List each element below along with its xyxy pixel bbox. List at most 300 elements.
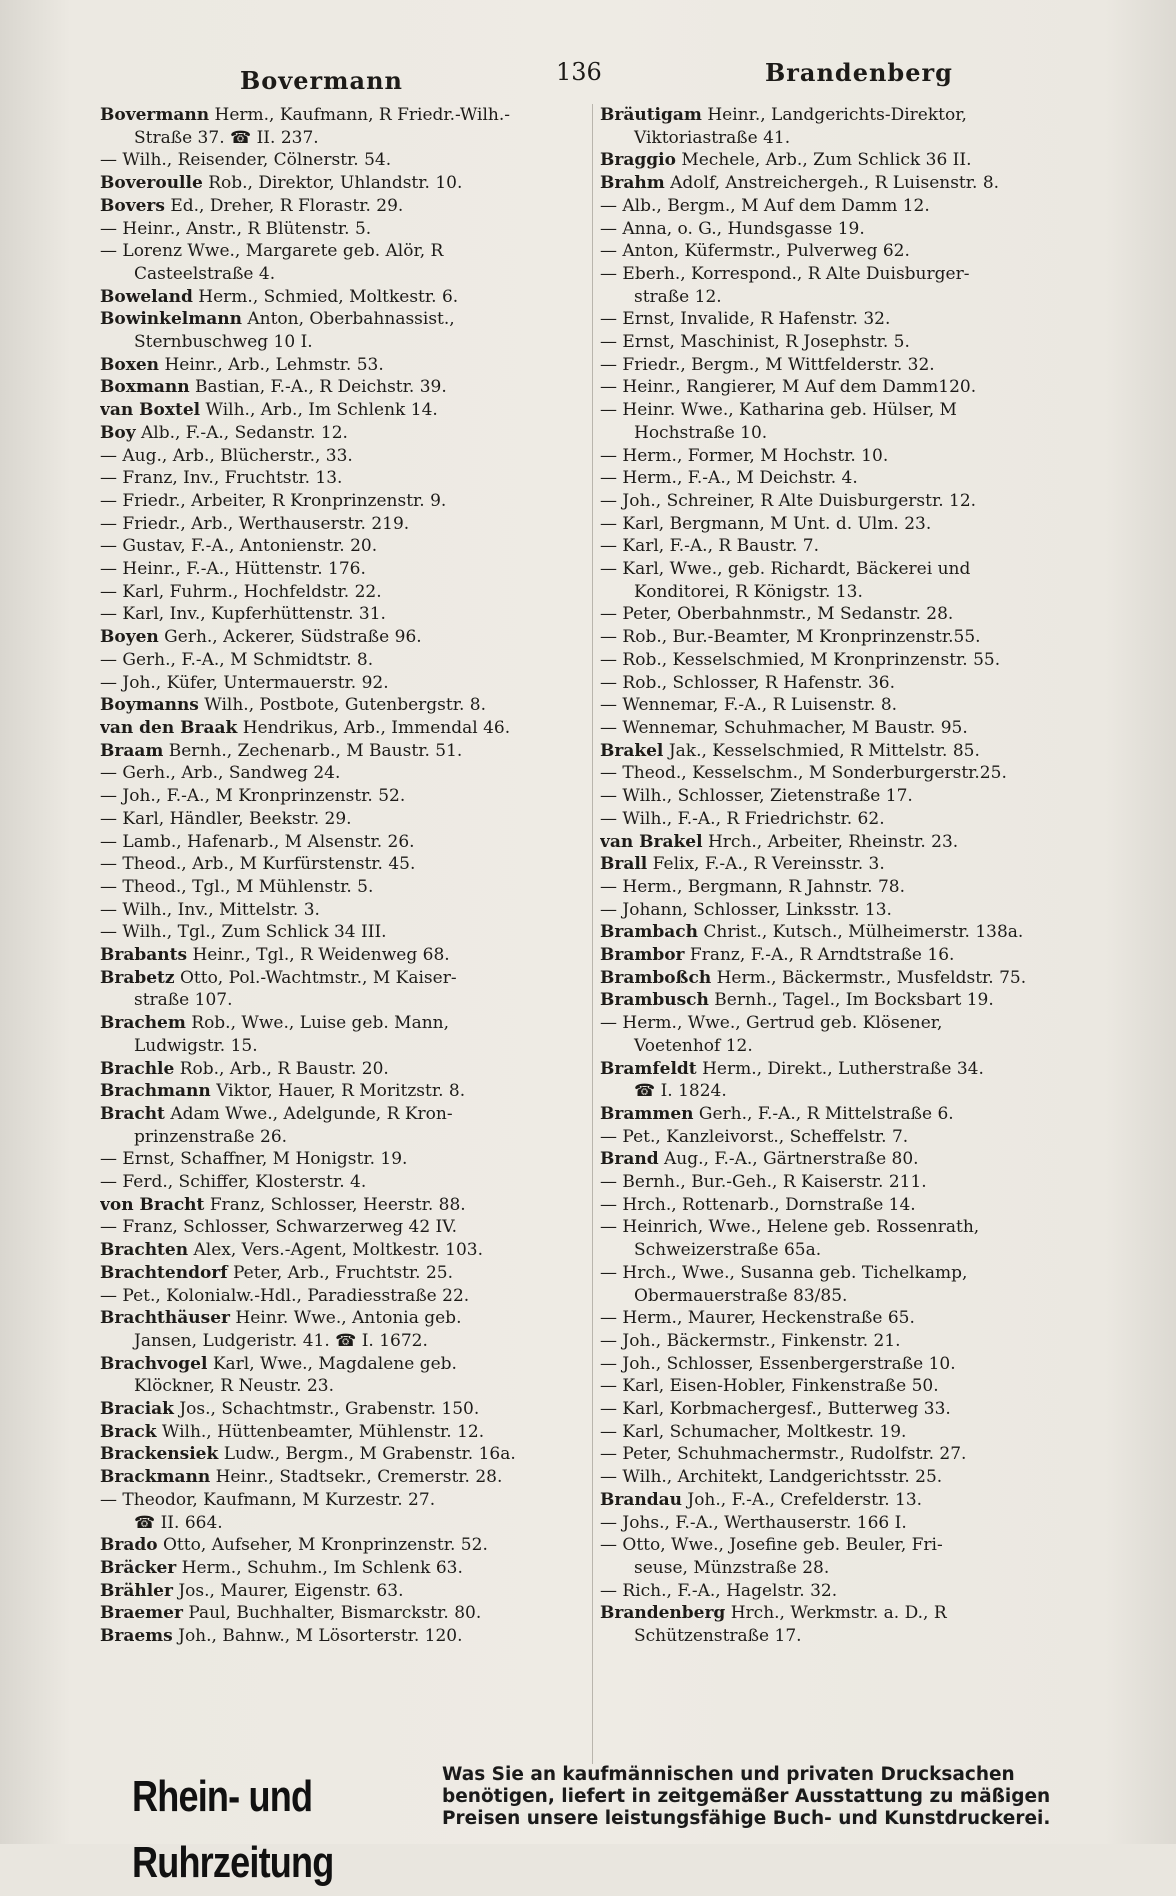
entry-details: Herm., Direkt., Lutherstraße 34.: [702, 1058, 984, 1079]
directory-entry: [600, 1443, 1120, 1466]
directory-entry: [100, 286, 586, 309]
directory-entry: [600, 422, 1120, 445]
directory-entry: [100, 1058, 586, 1081]
entry-details: — Peter, Schuhmachermstr., Rudolfstr. 27.: [600, 1444, 967, 1465]
entry-details: — Rich., F.-A., Hagelstr. 32.: [600, 1580, 838, 1601]
entry-details: Aug., F.-A., Gärtnerstraße 80.: [664, 1149, 919, 1170]
entry-details: — Heinr., Rangierer, M Auf dem Damm120.: [600, 377, 977, 398]
directory-entry: [600, 286, 1120, 309]
entry-details: — Karl, F.-A., R Baustr. 7.: [600, 536, 820, 557]
directory-entry: [100, 1080, 586, 1103]
entry-surname: Brakel: [600, 740, 664, 761]
directory-entry: [600, 785, 1120, 808]
entry-details: Rob., Direktor, Uhlandstr. 10.: [208, 173, 463, 194]
entry-details: — Karl, Bergmann, M Unt. d. Ulm. 23.: [600, 513, 932, 534]
directory-entry: [100, 1148, 586, 1171]
directory-entry: [100, 513, 586, 536]
entry-details: — Gerh., Arb., Sandweg 24.: [100, 763, 341, 784]
directory-entry: [600, 1035, 1120, 1058]
newspaper-brand: Rhein- und Ruhrzeitung: [132, 1772, 334, 1887]
directory-entry: [600, 376, 1120, 399]
entry-details: Joh., Bahnw., M Lösorterstr. 120.: [178, 1626, 463, 1647]
entry-details: Obermauerstraße 83/85.: [634, 1285, 848, 1306]
directory-entry: [600, 581, 1120, 604]
entry-details: — Friedr., Arbeiter, R Kronprinzenstr. 9.: [100, 490, 447, 511]
entry-details: — Karl, Schumacher, Moltkestr. 19.: [600, 1421, 907, 1442]
entry-details: Herm., Schuhm., Im Schlenk 63.: [181, 1558, 463, 1578]
directory-entry: [100, 354, 586, 377]
directory-entry: [100, 603, 586, 626]
entry-surname: Brado: [100, 1535, 158, 1556]
entry-details: — Joh., Schreiner, R Alte Duisburgerstr. 12.: [600, 490, 977, 511]
directory-entry: [100, 1126, 586, 1149]
advertisement-footer: [132, 1764, 1152, 1887]
entry-surname: Braemer: [100, 1603, 183, 1624]
entry-details: — Peter, Oberbahnmstr., M Sedanstr. 28.: [600, 604, 954, 625]
directory-entry: [600, 1353, 1120, 1376]
entry-details: — Herm., Maurer, Heckenstraße 65.: [600, 1308, 915, 1329]
directory-entry: [600, 195, 1120, 218]
directory-entry: [600, 445, 1120, 468]
directory-entry: [600, 1103, 1120, 1126]
directory-entry: [100, 422, 586, 445]
entry-details: Bernh., Zechenarb., M Baustr. 51.: [168, 740, 463, 761]
entry-surname: Bramboßch: [600, 967, 712, 988]
directory-entry: [600, 1285, 1120, 1308]
directory-entry: [100, 558, 586, 581]
entry-details: — Theod., Arb., M Kurfürstenstr. 45.: [100, 854, 416, 875]
directory-entry: [100, 785, 586, 808]
entry-surname: Brähler: [100, 1580, 173, 1601]
advertisement-text: [442, 1764, 1162, 1830]
directory-entry: [600, 354, 1120, 377]
entry-surname: Braems: [100, 1626, 173, 1647]
entry-details: — Theod., Tgl., M Mühlenstr. 5.: [100, 876, 374, 897]
entry-details: — Gustav, F.-A., Antonienstr. 20.: [100, 536, 378, 557]
entry-details: Felix, F.-A., R Vereinsstr. 3.: [652, 854, 885, 875]
directory-entry: [600, 808, 1120, 831]
directory-entry: [600, 104, 1120, 127]
entry-surname: Bowinkelmann: [100, 309, 242, 330]
directory-entry: [600, 876, 1120, 899]
entry-details: Wilh., Postbote, Gutenbergstr. 8.: [204, 695, 487, 716]
directory-entry: [600, 218, 1120, 241]
entry-details: Heinr., Stadtsekr., Cremerstr. 28.: [215, 1467, 503, 1488]
entry-surname: Boyen: [100, 627, 159, 648]
directory-entry: [100, 1375, 586, 1398]
entry-surname: van Boxtel: [100, 400, 201, 421]
column-divider: [592, 104, 593, 1764]
directory-entry: [600, 1580, 1120, 1603]
directory-entry: [100, 1330, 586, 1353]
directory-entry: [100, 172, 586, 195]
directory-entry: [100, 127, 586, 150]
directory-entry: [100, 240, 586, 263]
entry-details: Alex, Vers.-Agent, Moltkestr. 103.: [193, 1240, 483, 1261]
entry-details: — Theodor, Kaufmann, M Kurzestr. 27.: [100, 1489, 436, 1510]
directory-entry: [600, 172, 1120, 195]
directory-entry: [100, 694, 586, 717]
directory-entry: [100, 195, 586, 218]
entry-details: Schweizerstraße 65a.: [634, 1240, 822, 1261]
directory-entry: [600, 967, 1120, 990]
entry-surname: Boymanns: [100, 695, 199, 716]
entry-surname: Brackensiek: [100, 1444, 219, 1465]
directory-entry: [100, 1443, 586, 1466]
entry-details: Rob., Arb., R Baustr. 20.: [179, 1058, 389, 1079]
entry-surname: Brahm: [600, 173, 665, 194]
right-column: [600, 104, 1120, 1772]
entry-details: — Karl, Wwe., geb. Richardt, Bäckerei und: [600, 559, 971, 580]
entry-surname: Brall: [600, 854, 648, 875]
directory-entry: [100, 535, 586, 558]
entry-details: — Joh., Bäckermstr., Finkenstr. 21.: [600, 1330, 901, 1351]
directory-entry: [600, 149, 1120, 172]
directory-entry: [100, 717, 586, 740]
directory-entry: [600, 1216, 1120, 1239]
entry-surname: Brachthäuser: [100, 1308, 230, 1329]
directory-entry: [100, 104, 586, 127]
entry-details: straße 107.: [134, 990, 233, 1011]
directory-entry: [100, 331, 586, 354]
entry-details: Bernh., Tagel., Im Bocksbart 19.: [714, 990, 994, 1011]
directory-entry: [600, 399, 1120, 422]
entry-details: — Johs., F.-A., Werthauserstr. 166 I.: [600, 1512, 907, 1533]
entry-details: — Aug., Arb., Blücherstr., 33.: [100, 445, 353, 466]
directory-entry: [600, 1126, 1120, 1149]
directory-entry: [600, 649, 1120, 672]
entry-details: Mechele, Arb., Zum Schlick 36 II.: [681, 150, 972, 171]
entry-surname: von Bracht: [100, 1194, 205, 1215]
directory-entry: [600, 467, 1120, 490]
entry-surname: Brand: [600, 1149, 659, 1170]
entry-details: — Anna, o. G., Hundsgasse 19.: [600, 218, 865, 239]
directory-entry: [600, 1512, 1120, 1535]
directory-entry: [600, 535, 1120, 558]
entry-surname: van Brakel: [600, 831, 703, 852]
directory-entry: [600, 1171, 1120, 1194]
directory-entry: [600, 603, 1120, 626]
directory-entry: [600, 1602, 1120, 1625]
entry-details: — Lamb., Hafenarb., M Alsenstr. 26.: [100, 831, 415, 852]
directory-entry: [100, 1103, 586, 1126]
directory-entry: [600, 1080, 1120, 1103]
entry-surname: Bracht: [100, 1103, 165, 1124]
entry-details: Konditorei, R Königstr. 13.: [634, 581, 863, 602]
entry-details: — Joh., F.-A., M Kronprinzenstr. 52.: [100, 786, 406, 807]
entry-details: Casteelstraße 4.: [134, 263, 276, 284]
entry-details: Adam Wwe., Adelgunde, R Kron-: [170, 1103, 453, 1124]
entry-surname: Brammen: [600, 1103, 694, 1124]
directory-entry: [100, 1421, 586, 1444]
directory-entry: [600, 1262, 1120, 1285]
directory-entry: [600, 331, 1120, 354]
ad-line: Preisen unsere leistungsfähige Buch- und Kunstdruckerei.: [442, 1808, 1051, 1829]
directory-entry: [600, 989, 1120, 1012]
entry-details: — Otto, Wwe., Josefine geb. Beuler, Fri-: [600, 1535, 943, 1556]
entry-details: — Ernst, Maschinist, R Josephstr. 5.: [600, 332, 910, 353]
directory-entry: [100, 899, 586, 922]
directory-entry: [600, 1148, 1120, 1171]
directory-entry: [600, 1012, 1120, 1035]
directory-entry: [100, 1035, 586, 1058]
entry-surname: Boweland: [100, 286, 193, 307]
entry-details: prinzenstraße 26.: [134, 1126, 288, 1147]
entry-surname: van den Braak: [100, 717, 238, 738]
entry-details: — Rob., Schlosser, R Hafenstr. 36.: [600, 672, 896, 693]
directory-entry: [100, 1580, 586, 1603]
directory-entry: [600, 1058, 1120, 1081]
ad-line: benötigen, liefert in zeitgemäßer Ausstattung zu mäßigen: [442, 1786, 1051, 1807]
directory-entry: [600, 899, 1120, 922]
entry-details: Sternbuschweg 10 I.: [134, 332, 313, 353]
directory-entry: [100, 1466, 586, 1489]
left-column: [100, 104, 586, 1772]
directory-entry: [100, 490, 586, 513]
directory-entry: [100, 1534, 586, 1557]
directory-entry: [100, 989, 586, 1012]
entry-details: straße 12.: [634, 286, 722, 307]
entry-details: Adolf, Anstreichergeh., R Luisenstr. 8.: [670, 173, 1000, 194]
directory-entry: [600, 263, 1120, 286]
directory-entry: [600, 490, 1120, 513]
entry-surname: Boveroulle: [100, 173, 203, 194]
entry-details: seuse, Münzstraße 28.: [634, 1558, 830, 1578]
directory-entry: [600, 944, 1120, 967]
entry-details: — Ernst, Invalide, R Hafenstr. 32.: [600, 309, 891, 330]
entry-details: — Johann, Schlosser, Linksstr. 13.: [600, 899, 892, 920]
directory-entry: [600, 717, 1120, 740]
entry-details: — Wilh., Tgl., Zum Schlick 34 III.: [100, 922, 387, 943]
entry-details: — Pet., Kolonialw.-Hdl., Paradiesstraße 22.: [100, 1285, 470, 1306]
entry-details: — Rob., Bur.-Beamter, M Kronprinzenstr.55.: [600, 627, 981, 648]
entry-details: — Karl, Fuhrm., Hochfeldstr. 22.: [100, 581, 382, 602]
entry-details: Viktor, Hauer, R Moritzstr. 8.: [216, 1081, 466, 1102]
entry-details: — Herm., Wwe., Gertrud geb. Klösener,: [600, 1013, 943, 1034]
directory-entry: [600, 513, 1120, 536]
directory-entry: [100, 876, 586, 899]
directory-entry: [100, 672, 586, 695]
directory-entry: [100, 944, 586, 967]
directory-entry: [600, 240, 1120, 263]
entry-details: — Joh., Küfer, Untermauerstr. 92.: [100, 672, 389, 693]
directory-entry: [100, 1239, 586, 1262]
entry-details: — Franz, Schlosser, Schwarzerweg 42 IV.: [100, 1217, 457, 1238]
directory-entry: [100, 1171, 586, 1194]
directory-entry: [100, 581, 586, 604]
entry-details: Otto, Pol.-Wachtmstr., M Kaiser-: [179, 967, 457, 988]
entry-surname: Boxmann: [100, 377, 190, 398]
directory-entry: [600, 127, 1120, 150]
directory-entry: [600, 626, 1120, 649]
entry-details: Peter, Arb., Fruchtstr. 25.: [232, 1262, 454, 1283]
entry-surname: Brachle: [100, 1058, 175, 1079]
page-header: [0, 58, 1176, 102]
entry-details: Hendrikus, Arb., Immendal 46.: [242, 717, 511, 738]
entry-details: Bastian, F.-A., R Deichstr. 39.: [194, 377, 447, 398]
entry-surname: Brandau: [600, 1489, 682, 1510]
entry-details: ☎ I. 1824.: [634, 1081, 727, 1102]
entry-details: ☎ II. 664.: [134, 1512, 223, 1533]
entry-surname: Brachten: [100, 1240, 189, 1261]
entry-surname: Bramfeldt: [600, 1058, 697, 1079]
entry-details: Schützenstraße 17.: [634, 1626, 802, 1647]
entry-details: — Hrch., Rottenarb., Dornstraße 14.: [600, 1194, 916, 1215]
entry-details: Herm., Bäckermstr., Musfeldstr. 75.: [716, 967, 1027, 988]
entry-details: Wilh., Hüttenbeamter, Mühlenstr. 12.: [161, 1421, 485, 1442]
entry-details: — Anton, Küfermstr., Pulverweg 62.: [600, 241, 910, 262]
entry-details: — Alb., Bergm., M Auf dem Damm 12.: [600, 195, 930, 216]
directory-entry: [600, 672, 1120, 695]
entry-details: Wilh., Arb., Im Schlenk 14.: [205, 400, 438, 421]
entry-details: Ed., Dreher, R Florastr. 29.: [170, 195, 404, 216]
entry-details: — Rob., Kesselschmied, M Kronprinzenstr. 55.: [600, 649, 1001, 670]
entry-details: — Eberh., Korrespond., R Alte Duisburger-: [600, 263, 970, 284]
entry-surname: Brachvogel: [100, 1353, 208, 1374]
entry-details: Jos., Maurer, Eigenstr. 63.: [178, 1580, 404, 1601]
entry-surname: Brambusch: [600, 990, 709, 1011]
entry-details: — Gerh., F.-A., M Schmidtstr. 8.: [100, 649, 374, 670]
entry-details: — Heinrich, Wwe., Helene geb. Rossenrath,: [600, 1217, 980, 1238]
entry-details: Joh., F.-A., Crefelderstr. 13.: [687, 1489, 923, 1510]
entry-details: Anton, Oberbahnassist.,: [247, 309, 455, 330]
entry-details: Jak., Kesselschmied, R Mittelstr. 85.: [668, 740, 980, 761]
entry-details: — Wilh., Schlosser, Zietenstraße 17.: [600, 786, 913, 807]
entry-details: Jos., Schachtmstr., Grabenstr. 150.: [179, 1399, 480, 1420]
directory-entry: [600, 762, 1120, 785]
directory-entry: [100, 649, 586, 672]
entry-details: Gerh., F.-A., R Mittelstraße 6.: [698, 1103, 954, 1124]
directory-entry: [100, 399, 586, 422]
entry-details: — Wennemar, F.-A., R Luisenstr. 8.: [600, 695, 898, 716]
entry-details: — Wilh., Inv., Mittelstr. 3.: [100, 899, 320, 920]
directory-entry: [600, 1307, 1120, 1330]
directory-entry: [100, 1602, 586, 1625]
directory-entry: [100, 1489, 586, 1512]
entry-surname: Braam: [100, 740, 164, 761]
directory-entry: [600, 1421, 1120, 1444]
entry-details: — Pet., Kanzleivorst., Scheffelstr. 7.: [600, 1126, 909, 1147]
entry-details: — Karl, Inv., Kupferhüttenstr. 31.: [100, 604, 386, 625]
entry-details: Klöckner, R Neustr. 23.: [134, 1376, 335, 1397]
directory-entry: [100, 1285, 586, 1308]
directory-entry: [600, 1466, 1120, 1489]
entry-details: — Franz, Inv., Fruchtstr. 13.: [100, 468, 343, 489]
entry-details: — Wilh., Reisender, Cölnerstr. 54.: [100, 150, 392, 171]
ad-line: Was Sie an kaufmännischen und privaten Drucksachen: [442, 1764, 1015, 1785]
entry-details: — Heinr., F.-A., Hüttenstr. 176.: [100, 559, 366, 580]
entry-details: — Bernh., Bur.-Geh., R Kaiserstr. 211.: [600, 1172, 927, 1193]
directory-entry: [100, 967, 586, 990]
directory-entry: [100, 853, 586, 876]
directory-entry: [100, 376, 586, 399]
directory-entry: [100, 1216, 586, 1239]
directory-entry: [600, 1375, 1120, 1398]
entry-details: — Karl, Händler, Beekstr. 29.: [100, 808, 352, 829]
directory-entry: [100, 626, 586, 649]
header-right-title: Brandenberg: [765, 58, 953, 87]
page-number: 136: [556, 58, 602, 86]
entry-surname: Brack: [100, 1421, 157, 1442]
entry-surname: Brachem: [100, 1013, 186, 1034]
entry-details: Franz, F.-A., R Arndtstraße 16.: [689, 945, 955, 966]
entry-details: Heinr. Wwe., Antonia geb.: [235, 1308, 462, 1329]
entry-details: Hrch., Werkmstr. a. D., R: [730, 1603, 947, 1624]
entry-details: Otto, Aufseher, M Kronprinzenstr. 52.: [162, 1535, 488, 1556]
entry-details: — Lorenz Wwe., Margarete geb. Alör, R: [100, 241, 444, 262]
entry-surname: Brachmann: [100, 1081, 211, 1102]
entry-surname: Brabetz: [100, 967, 175, 988]
directory-entry: [600, 1625, 1120, 1648]
entry-details: — Wilh., F.-A., R Friedrichstr. 62.: [600, 808, 885, 829]
entry-details: — Heinr. Wwe., Katharina geb. Hülser, M: [600, 400, 957, 421]
entry-details: Gerh., Ackerer, Südstraße 96.: [164, 627, 422, 648]
entry-details: Herm., Schmied, Moltkestr. 6.: [198, 286, 459, 307]
directory-entry: [100, 1194, 586, 1217]
entry-details: — Ernst, Schaffner, M Honigstr. 19.: [100, 1149, 408, 1170]
directory-entry: [100, 308, 586, 331]
directory-entry: [600, 1330, 1120, 1353]
entry-surname: Brambor: [600, 945, 685, 966]
entry-details: — Theod., Kesselschm., M Sonderburgerstr.25.: [600, 763, 1007, 784]
entry-details: — Karl, Eisen-Hobler, Finkenstraße 50.: [600, 1376, 939, 1397]
entry-surname: Boxen: [100, 354, 160, 375]
entry-details: — Heinr., Anstr., R Blütenstr. 5.: [100, 218, 372, 239]
entry-details: Franz, Schlosser, Heerstr. 88.: [209, 1194, 466, 1215]
entry-surname: Bräutigam: [600, 105, 702, 125]
directory-entry: [100, 921, 586, 944]
directory-entry: [600, 1489, 1120, 1512]
entry-surname: Brachtendorf: [100, 1262, 228, 1283]
entry-details: — Wennemar, Schuhmacher, M Baustr. 95.: [600, 717, 968, 738]
entry-details: — Wilh., Architekt, Landgerichtsstr. 25.: [600, 1467, 943, 1488]
entry-details: Rob., Wwe., Luise geb. Mann,: [191, 1013, 450, 1034]
entry-details: Straße 37. ☎ II. 237.: [134, 127, 319, 148]
entry-surname: Brandenberg: [600, 1603, 726, 1624]
directory-entry: [100, 1262, 586, 1285]
entry-details: Herm., Kaufmann, R Friedr.-Wilh.-: [214, 105, 511, 125]
entry-surname: Brabants: [100, 945, 188, 966]
entry-details: Viktoriastraße 41.: [634, 127, 791, 148]
entry-surname: Bovers: [100, 195, 165, 216]
directory-entry: [600, 1194, 1120, 1217]
entry-details: Hochstraße 10.: [634, 422, 768, 443]
directory-entry: [100, 740, 586, 763]
entry-details: Heinr., Arb., Lehmstr. 53.: [164, 354, 384, 375]
entry-details: Alb., F.-A., Sedanstr. 12.: [141, 422, 348, 443]
directory-entry: [100, 808, 586, 831]
entry-surname: Brambach: [600, 922, 698, 943]
directory-entry: [100, 467, 586, 490]
entry-details: Heinr., Landgerichts-Direktor,: [707, 105, 967, 125]
directory-entry: [100, 263, 586, 286]
entry-details: — Joh., Schlosser, Essenbergerstraße 10.: [600, 1353, 956, 1374]
directory-entry: [100, 831, 586, 854]
directory-entry: [600, 1398, 1120, 1421]
directory-entry: [100, 762, 586, 785]
directory-entry: [100, 1012, 586, 1035]
directory-entry: [100, 1625, 586, 1648]
directory-entry: [600, 558, 1120, 581]
entry-details: — Ferd., Schiffer, Klosterstr. 4.: [100, 1172, 367, 1193]
directory-entry: [100, 1512, 586, 1535]
entry-details: Paul, Buchhalter, Bismarckstr. 80.: [188, 1603, 482, 1624]
directory-entry: [100, 1307, 586, 1330]
directory-entry: [600, 853, 1120, 876]
entry-details: — Herm., Bergmann, R Jahnstr. 78.: [600, 876, 905, 897]
directory-entry: [600, 308, 1120, 331]
directory-entry: [600, 1534, 1120, 1557]
